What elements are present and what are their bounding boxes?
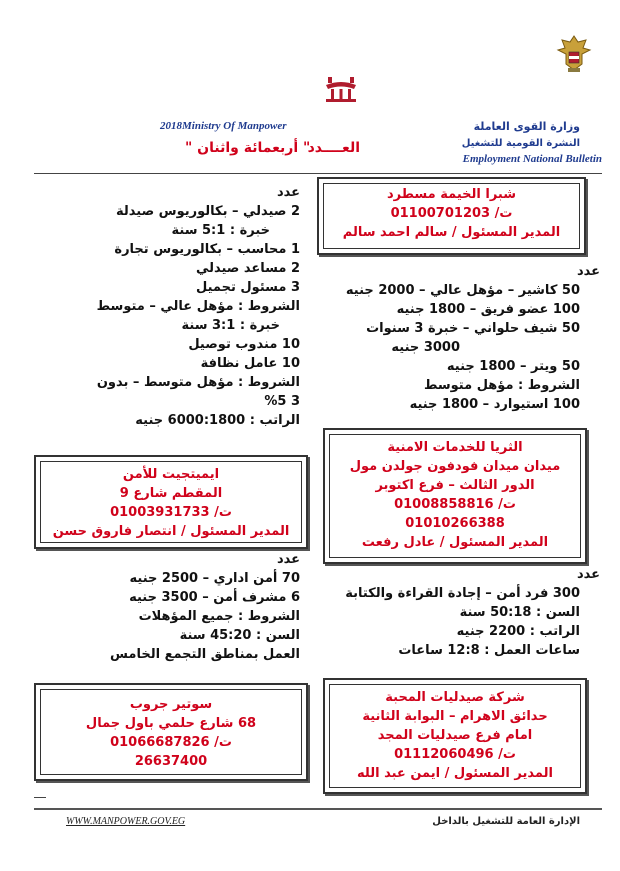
list-item: الشروط : جميع المؤهلات — [138, 609, 300, 624]
list-item: خبرة : 3:1 سنة — [181, 318, 280, 333]
list-item: الشروط : مؤهل عالي – متوسط — [96, 299, 300, 314]
list-item: 50 كاشير – مؤهل عالي – 2000 جنيه — [345, 283, 580, 298]
list-item: الراتب : 2200 جنيه — [456, 624, 580, 639]
list-item: عدد — [576, 567, 600, 582]
company-box-sotier — [34, 683, 308, 781]
list-item: عدد — [576, 264, 600, 279]
company-manager: المدير المسئول / انتصار فاروق حسن — [52, 524, 290, 539]
company-address: ميدان ميدان فودفون جولدن مول — [349, 459, 561, 474]
left-col-1 — [40, 183, 300, 430]
ministry-name-en: 2018Ministry Of Manpower — [160, 120, 287, 132]
list-item: الراتب : 6000:1800 جنيه — [135, 413, 300, 428]
list-item: الشروط : مؤهل متوسط – بدون — [96, 375, 300, 390]
footer-divider — [34, 808, 602, 810]
list-item: 50 شيف حلواني – خبرة 3 سنوات — [366, 321, 580, 336]
list-item: ساعات العمل : 12:8 ساعات — [398, 643, 580, 658]
list-item: الشروط : مؤهل متوسط — [423, 378, 580, 393]
company-phone: ت/ 01100701203 — [390, 206, 513, 221]
company-phone: ت/ 01112060496 — [394, 747, 516, 762]
list-item: 10 عامل نظافة — [200, 356, 300, 371]
list-item: 2 صيدلي – بكالوريوس صيدلة — [115, 204, 300, 219]
company-address: المقطم شارع 9 — [119, 486, 223, 501]
list-item: 3000 جنيه — [391, 340, 460, 355]
list-item: 2 مساعد صيدلي — [195, 261, 300, 276]
company-box-thuraya — [323, 428, 587, 564]
list-item: عدد — [276, 185, 300, 200]
ministry-name-ar: وزارة القوى العاملة — [473, 120, 580, 133]
company-phone: ت/ 01066687826 — [110, 735, 232, 750]
right-col-2 — [310, 565, 600, 660]
list-item: 10 مندوب توصيل — [188, 337, 300, 352]
left-col-2 — [30, 550, 300, 664]
eagle-emblem-icon — [556, 32, 592, 74]
company-box-shubra — [317, 177, 586, 255]
company-name: شبرا الخيمة مسطرد — [387, 187, 516, 202]
list-item: السن : 45:20 سنة — [179, 628, 300, 643]
company-address: حدائق الاهرام – البوابة الثانية — [362, 709, 548, 724]
company-address: 68 شارع حلمي باول جمال — [85, 716, 257, 731]
bulletin-name-en: Employment National Bulletin — [462, 153, 602, 165]
list-item: العمل بمناطق التجمع الخامس — [110, 647, 300, 662]
company-name: الثريا للخدمات الامنية — [387, 440, 523, 455]
list-item: 6 مشرف أمن – 3500 جنيه — [129, 590, 300, 605]
list-item: 100 استيوارد – 1800 جنيه — [409, 397, 580, 412]
list-item: 100 عضو فريق – 1800 جنيه — [396, 302, 580, 317]
list-item: 1 محاسب – بكالوريوس تجارة — [114, 242, 300, 257]
list-item: عدد — [276, 552, 300, 567]
issue-label: العــــدد — [307, 140, 360, 156]
company-name: ايميتجيت للأمن — [122, 467, 220, 482]
bulletin-name-ar: النشرة القومية للتشغيل — [461, 138, 580, 149]
list-item: 50 ويتر – 1800 جنيه — [446, 359, 580, 374]
ministry-logo-icon — [322, 75, 360, 105]
company-box-emergent — [34, 455, 308, 549]
company-manager: المدير المسئول / ايمن عبد الله — [357, 766, 553, 781]
company-address: الدور الثالث – فرع اكتوبر — [375, 478, 535, 493]
list-item: 3 مسئول تجميل — [196, 280, 300, 295]
company-phone: 01010266388 — [405, 516, 505, 531]
divider-mark — [34, 797, 46, 798]
company-name: سوتير جروب — [129, 697, 213, 712]
company-name: شركة صيدليات المحبة — [385, 690, 525, 705]
company-phone: 26637400 — [134, 754, 208, 769]
company-manager: المدير المسئول / عادل رفعت — [361, 535, 549, 550]
issue-value: " أربعمائة واثنان " — [185, 140, 311, 156]
list-item: السن : 50:18 سنة — [459, 605, 580, 620]
list-item: خبرة : 5:1 سنة — [171, 223, 270, 238]
company-address: امام فرع صيدليات المجد — [377, 728, 533, 743]
company-box-mahaba — [323, 678, 587, 794]
company-manager: المدير المسئول / سالم احمد سالم — [342, 225, 561, 240]
header-divider — [34, 173, 602, 174]
right-col-1 — [310, 262, 600, 414]
list-item: 300 فرد أمن – إجادة القراءة والكتابة — [345, 586, 580, 601]
list-item: 70 أمن اداري – 2500 جنيه — [129, 571, 300, 586]
list-item: 3 %5 — [264, 394, 300, 409]
footer-url[interactable]: WWW.MANPOWER.GOV.EG — [66, 816, 186, 827]
footer-department: الإدارة العامة للتشغيل بالداخل — [432, 816, 580, 827]
company-phone: ت/ 01008858816 — [394, 497, 516, 512]
company-phone: ت/ 01003931733 — [110, 505, 232, 520]
